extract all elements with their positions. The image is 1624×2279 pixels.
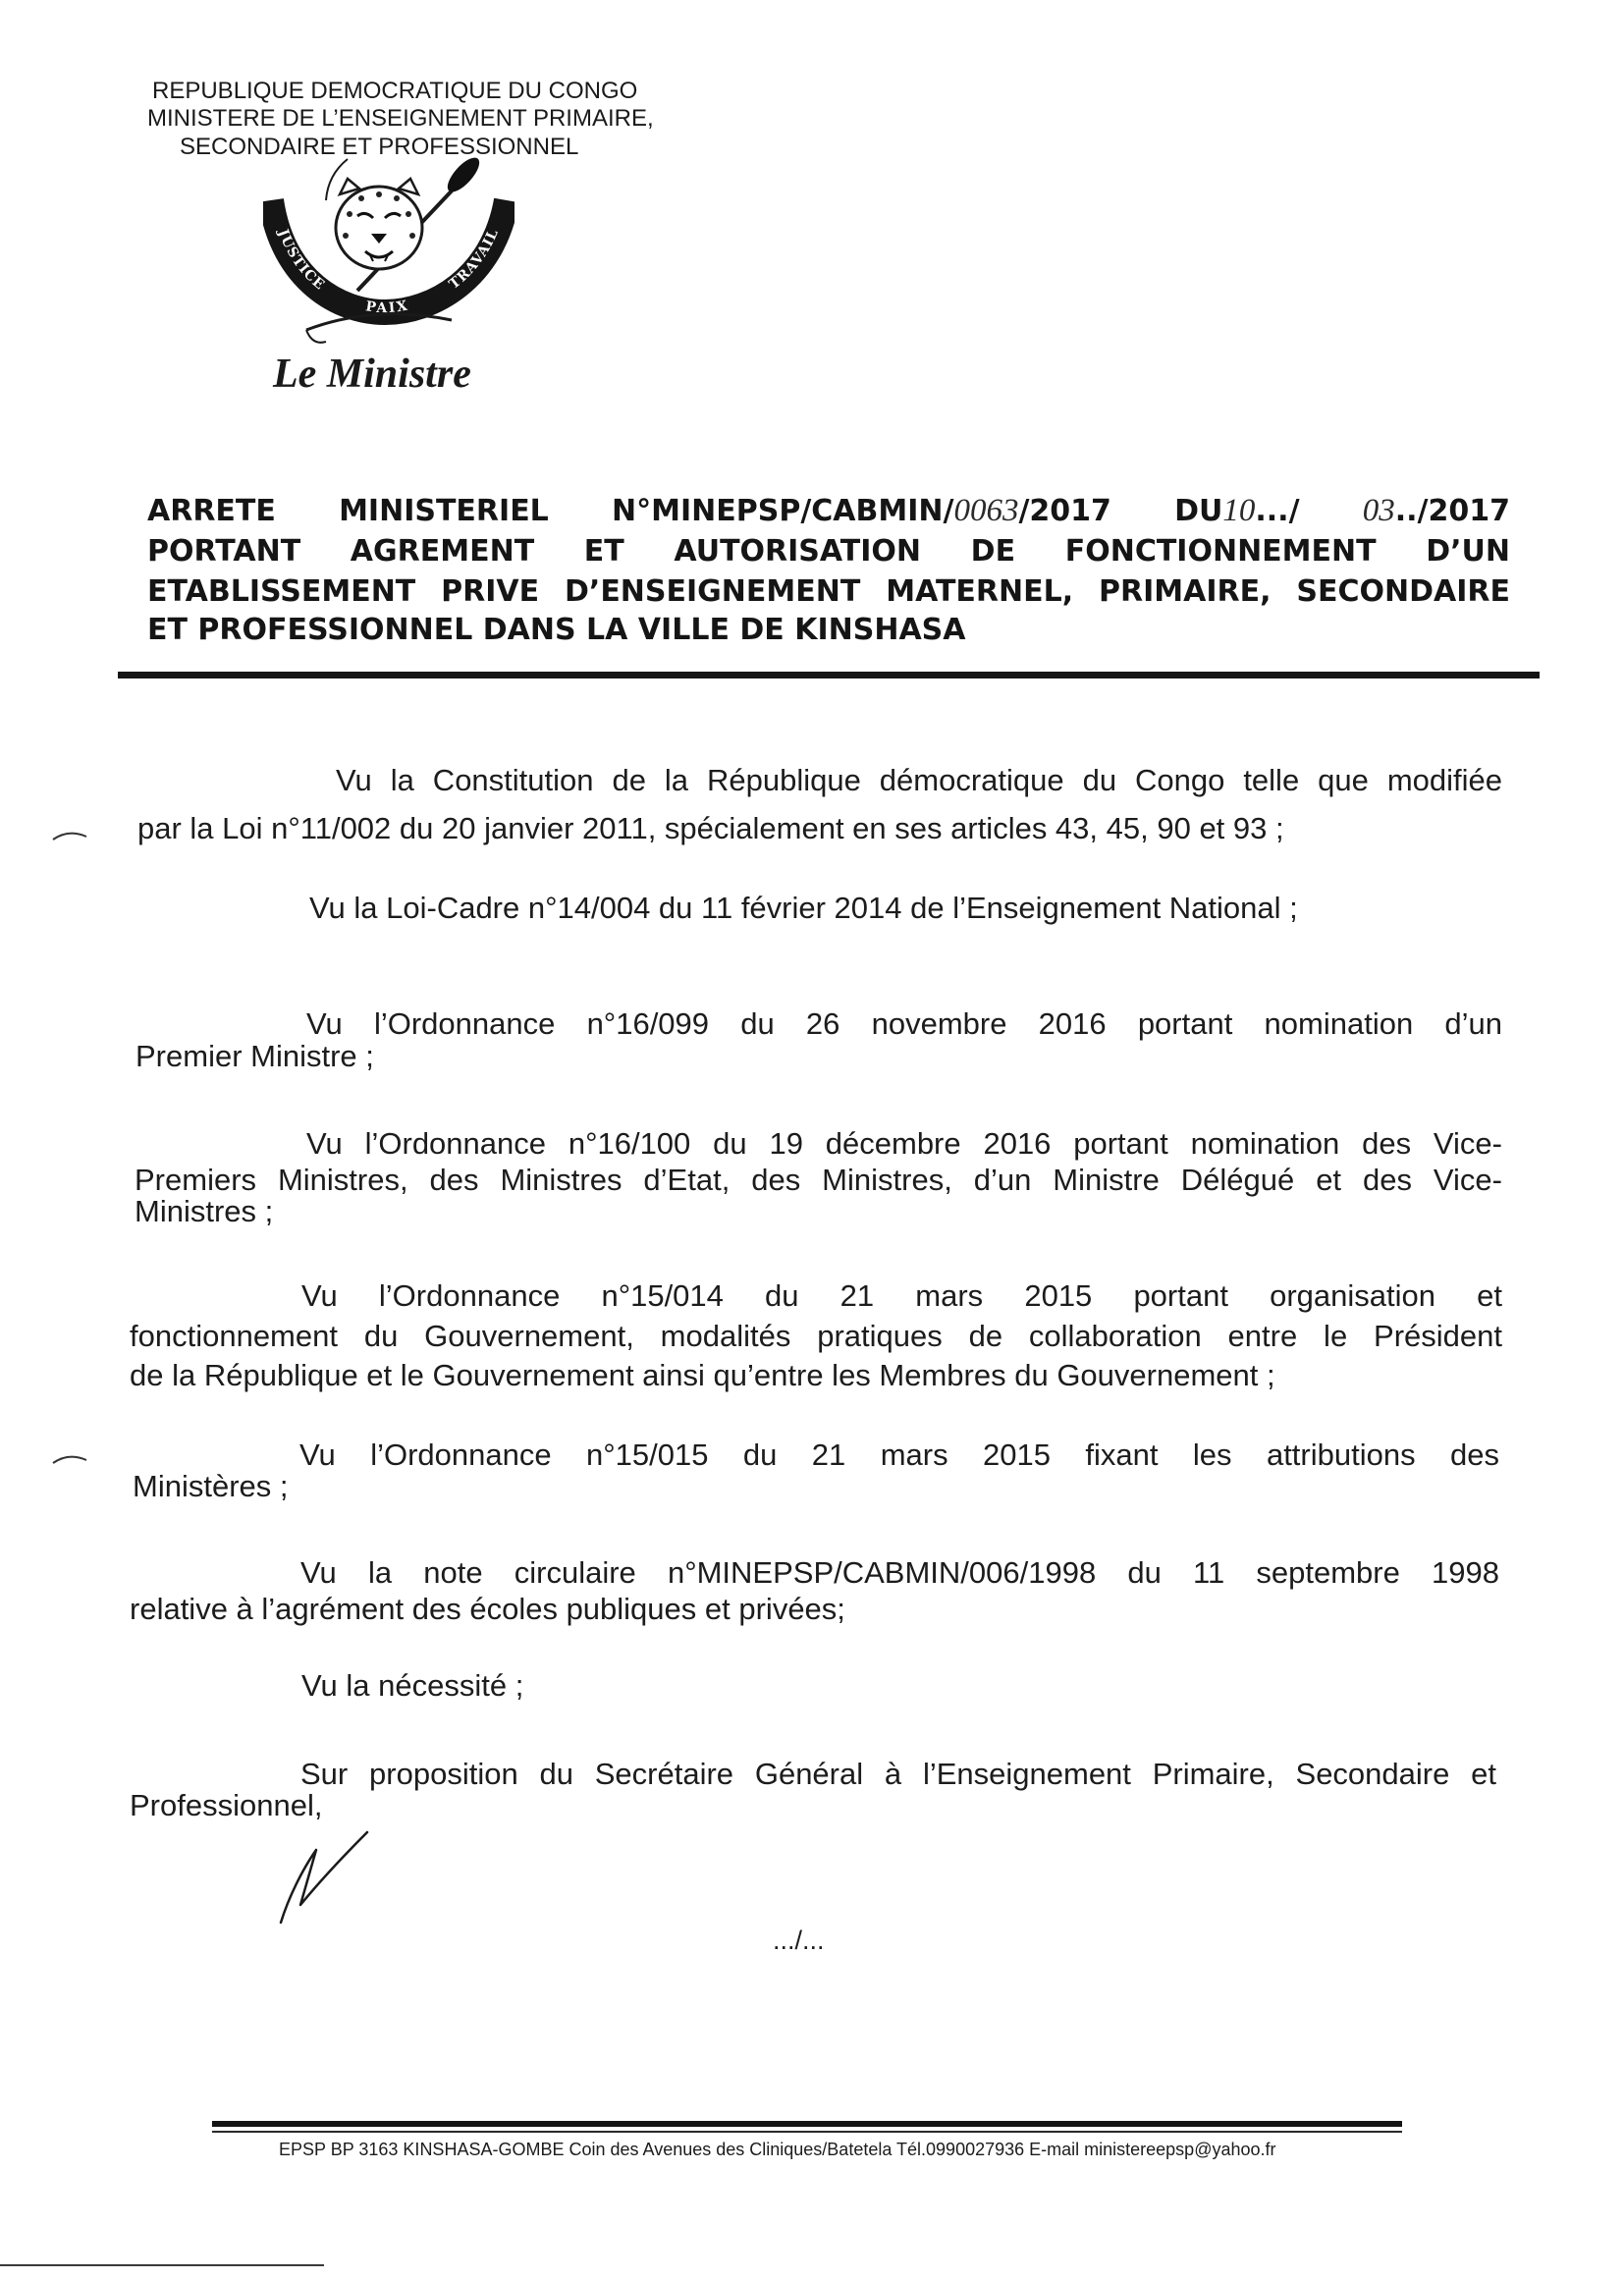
- paragraph-line: Professionnel,: [130, 1788, 323, 1822]
- scan-edge-line: [0, 2264, 324, 2266]
- paragraph-line: Premier Ministre ;: [135, 1039, 374, 1073]
- motto-paix: PAIX: [364, 298, 411, 317]
- margin-mark-icon: [51, 1450, 90, 1466]
- footer-address: EPSP BP 3163 KINSHASA-GOMBE Coin des Avenues des Cliniques/Batetela Tél.0990027936 E-mail ministereepsp@yahoo.fr: [279, 2140, 1276, 2159]
- paragraph-line: Vu l’Ordonnance n°16/100 du 19 décembre 2016 portant nomination des Vice-: [306, 1126, 1502, 1161]
- title-printed-c: .../: [1255, 494, 1363, 528]
- paragraph-line: relative à l’agrément des écoles publiques et privées;: [130, 1592, 845, 1626]
- page-continuation: .../...: [773, 1926, 825, 1955]
- paragraph-line: Premiers Ministres, des Ministres d’Etat, des Ministres, d’un Ministre Délégué et des Vice-: [135, 1163, 1502, 1197]
- paragraph-line: Vu la Loi-Cadre n°14/004 du 11 février 2014 de l’Enseignement National ;: [309, 891, 1298, 925]
- motto-travail: TRAVAIL: [446, 226, 503, 293]
- coat-of-arms-icon: [263, 155, 514, 352]
- margin-mark-icon: [51, 827, 90, 842]
- decree-month-handwritten: 03: [1362, 493, 1395, 528]
- footer-divider: [212, 2121, 1402, 2127]
- initials-signature: [267, 1828, 375, 1926]
- decree-day-handwritten: 10: [1222, 493, 1256, 528]
- paragraph-line: par la Loi n°11/002 du 20 janvier 2011, spécialement en ses articles 43, 45, 90 et 93 ;: [137, 811, 1284, 845]
- paragraph-line: Vu la Constitution de la République démocratique du Congo telle que modifiée: [336, 763, 1502, 797]
- title-line-4: ET PROFESSIONNEL DANS LA VILLE DE KINSHASA: [147, 613, 966, 647]
- title-line-2: PORTANT AGREMENT ET AUTORISATION DE FONCTIONNEMENT D’UN: [147, 534, 1510, 569]
- paragraph-line: Ministres ;: [135, 1194, 274, 1228]
- title-printed-d: ../2017: [1394, 494, 1510, 528]
- decree-number-handwritten: 0063: [953, 493, 1019, 528]
- paragraph-line: de la République et le Gouvernement ainsi qu’entre les Membres du Gouvernement ;: [130, 1358, 1275, 1392]
- motto-justice: JUSTICE: [274, 227, 328, 294]
- paragraph-line: Vu l’Ordonnance n°16/099 du 26 novembre 2016 portant nomination d’un: [306, 1006, 1502, 1041]
- header-ministry-line1: MINISTERE DE L’ENSEIGNEMENT PRIMAIRE,: [147, 105, 654, 132]
- paragraph-line: Vu l’Ordonnance n°15/015 du 21 mars 2015 fixant les attributions des: [299, 1438, 1499, 1472]
- header-country: REPUBLIQUE DEMOCRATIQUE DU CONGO: [152, 78, 638, 104]
- paragraph-line: fonctionnement du Gouvernement, modalités pratiques de collaboration entre le Président: [130, 1319, 1502, 1353]
- title-printed-b: /2017 DU: [1018, 494, 1223, 528]
- title-divider: [118, 672, 1540, 678]
- paragraph-line: Sur proposition du Secrétaire Général à l’Enseignement Primaire, Secondaire et: [300, 1757, 1496, 1791]
- title-line-3: ETABLISSEMENT PRIVE D’ENSEIGNEMENT MATERNEL, PRIMAIRE, SECONDAIRE: [147, 574, 1510, 609]
- paragraph-line: Vu la nécessité ;: [301, 1668, 524, 1703]
- paragraph-line: Vu l’Ordonnance n°15/014 du 21 mars 2015 portant organisation et: [301, 1278, 1502, 1313]
- header-ministry-line2: SECONDAIRE ET PROFESSIONNEL: [180, 134, 579, 160]
- footer-divider-thin: [212, 2131, 1402, 2133]
- paragraph-line: Vu la note circulaire n°MINEPSP/CABMIN/006/1998 du 11 septembre 1998: [300, 1555, 1499, 1590]
- title-printed-a: ARRETE MINISTERIEL N°MINEPSP/CABMIN/: [147, 494, 954, 528]
- leopard-head-icon: [336, 179, 422, 269]
- signatory-title: Le Ministre: [273, 352, 471, 397]
- title-line-1: [147, 492, 1510, 529]
- paragraph-line: Ministères ;: [133, 1469, 289, 1503]
